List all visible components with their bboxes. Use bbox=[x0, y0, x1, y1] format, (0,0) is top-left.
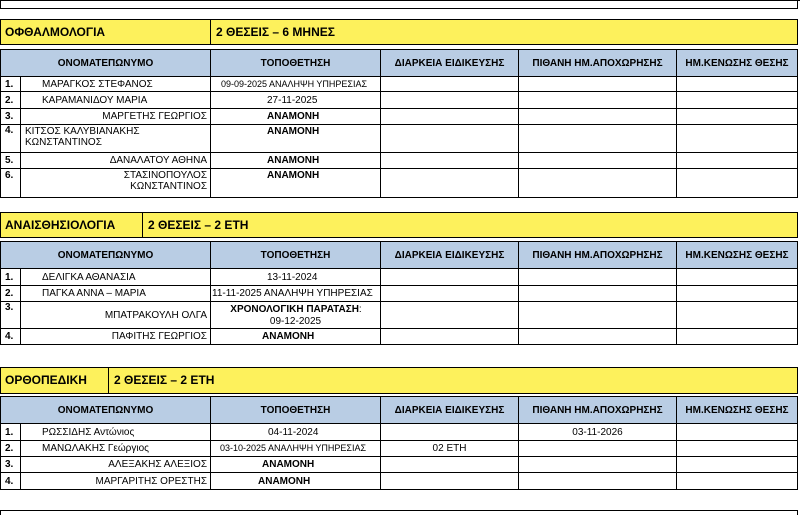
row-name: ΡΩΣΣΙΔΗΣ Αντώνιος bbox=[42, 426, 135, 438]
row-placement: 27-11-2025 bbox=[267, 94, 318, 106]
header-placement: ΤΟΠΟΘΕΤΗΣΗ bbox=[260, 249, 331, 261]
row-placement: 03-10-2025 ΑΝΑΛΗΨΗ ΥΠΗΡΕΣΙΑΣ bbox=[220, 443, 367, 453]
header-departure: ΠΙΘΑΝΗ ΗΜ.ΑΠΟΧΩΡΗΣΗΣ bbox=[532, 57, 663, 69]
header-vacancy: ΗΜ.ΚΕΝΩΣΗΣ ΘΕΣΗΣ bbox=[685, 249, 789, 261]
section-title-orthopedics: ΟΡΘΟΠΕΔΙΚΗ bbox=[5, 373, 87, 387]
row-placement-rest: : bbox=[358, 303, 362, 315]
row-name: ΠΑΓΚΑ ΑΝΝΑ – ΜΑΡΙΑ bbox=[42, 288, 146, 299]
row-name: ΔΕΛΙΓΚΑ ΑΘΑΝΑΣΙΑ bbox=[42, 271, 136, 283]
header-placement: ΤΟΠΟΘΕΤΗΣΗ bbox=[260, 57, 331, 69]
row-name: ΜΑΡΓΑΡΙΤΗΣ ΟΡΕΣΤΗΣ bbox=[95, 475, 207, 487]
row-placement: 09-09-2025 ΑΝΑΛΗΨΗ ΥΠΗΡΕΣΙΑΣ bbox=[221, 78, 368, 89]
row-number: 2. bbox=[5, 94, 14, 106]
row-placement: ΑΝΑΜΟΝΗ bbox=[262, 459, 315, 470]
row-number: 1. bbox=[5, 426, 14, 438]
header-placement: ΤΟΠΟΘΕΤΗΣΗ bbox=[260, 404, 331, 416]
row-number: 2. bbox=[5, 288, 14, 299]
row-number: 5. bbox=[5, 155, 14, 166]
header-departure: ΠΙΘΑΝΗ ΗΜ.ΑΠΟΧΩΡΗΣΗΣ bbox=[532, 404, 663, 416]
header-name: ΟΝΟΜΑΤΕΠΩΝΥΜΟ bbox=[57, 404, 154, 416]
row-name: ΔΑΝΑΛΑΤΟΥ ΑΘΗΝΑ bbox=[109, 155, 207, 166]
row-placement-bold: ΧΡΟΝΟΛΟΓΙΚΗ ΠΑΡΑΤΑΣΗ bbox=[230, 303, 359, 315]
row-number: 3. bbox=[5, 111, 14, 122]
header-vacancy: ΗΜ.ΚΕΝΩΣΗΣ ΘΕΣΗΣ bbox=[685, 404, 789, 416]
section-info-anesthesiology: 2 ΘΕΣΕΙΣ – 2 ΕΤΗ bbox=[148, 217, 249, 232]
row-duration: 02 ΕΤΗ bbox=[432, 443, 467, 454]
row-placement: ΑΝΑΜΟΝΗ bbox=[267, 125, 320, 137]
row-placement: 11-11-2025 ΑΝΑΛΗΨΗ ΥΠΗΡΕΣΙΑΣ bbox=[212, 288, 373, 299]
row-name: ΜΠΑΤΡΑΚΟΥΛΗ ΟΛΓΑ bbox=[104, 309, 207, 321]
header-name: ΟΝΟΜΑΤΕΠΩΝΥΜΟ bbox=[57, 57, 154, 69]
row-placement: ΑΝΑΜΟΝΗ bbox=[262, 331, 315, 342]
header-vacancy: ΗΜ.ΚΕΝΩΣΗΣ ΘΕΣΗΣ bbox=[685, 57, 789, 69]
header-duration: ΔΙΑΡΚΕΙΑ ΕΙΔΙΚΕΥΣΗΣ bbox=[394, 404, 505, 416]
row-number: 4. bbox=[5, 331, 14, 342]
row-number: 6. bbox=[5, 170, 14, 181]
section-info-ophthalmology: 2 ΘΕΣΕΙΣ – 6 ΜΗΝΕΣ bbox=[216, 24, 335, 39]
section-info-orthopedics: 2 ΘΕΣΕΙΣ – 2 ΕΤΗ bbox=[114, 373, 215, 387]
row-name: ΠΑΦΙΤΗΣ ΓΕΩΡΓΙΟΣ bbox=[111, 331, 207, 342]
row-placement: ΑΝΑΜΟΝΗ bbox=[267, 111, 320, 122]
row-placement: ΑΝΑΜΟΝΗ bbox=[267, 155, 320, 166]
row-placement-line2: 09-12-2025 bbox=[269, 315, 322, 327]
row-number: 1. bbox=[5, 78, 14, 90]
row-number: 3. bbox=[5, 302, 14, 313]
section-title-anesthesiology: ΑΝΑΙΣΘΗΣΙΟΛΟΓΙΑ bbox=[5, 217, 116, 232]
row-number: 1. bbox=[5, 271, 14, 283]
row-departure: 03-11-2026 bbox=[572, 426, 623, 438]
row-number: 3. bbox=[5, 459, 14, 470]
header-duration: ΔΙΑΡΚΕΙΑ ΕΙΔΙΚΕΥΣΗΣ bbox=[394, 249, 505, 261]
row-name: ΜΑΡΑΓΚΟΣ ΣΤΕΦΑΝΟΣ bbox=[42, 78, 153, 90]
row-placement-line1 bbox=[212, 303, 380, 315]
header-departure: ΠΙΘΑΝΗ ΗΜ.ΑΠΟΧΩΡΗΣΗΣ bbox=[532, 249, 663, 261]
row-number: 4. bbox=[5, 475, 14, 487]
row-name: ΑΛΕΞΑΚΗΣ ΑΛΕΞΙΟΣ bbox=[108, 459, 207, 470]
row-name: ΜΑΡΓΕΤΗΣ ΓΕΩΡΓΙΟΣ bbox=[102, 111, 207, 122]
row-name: ΚΙΤΣΟΣ ΚΑΛΥΒΙΑΝΑΚΗΣ ΚΩΝΣΤΑΝΤΙΝΟΣ bbox=[25, 126, 140, 148]
row-placement: 04-11-2024 bbox=[268, 426, 319, 438]
row-placement: ΑΝΑΜΟΝΗ bbox=[267, 170, 320, 181]
row-placement: ΑΝΑΜΟΝΗ bbox=[258, 475, 311, 487]
row-name: ΣΤΑΣΙΝΟΠΟΥΛΟΣ ΚΩΝΣΤΑΝΤΙΝΟΣ bbox=[123, 170, 207, 192]
header-name: ΟΝΟΜΑΤΕΠΩΝΥΜΟ bbox=[57, 249, 154, 261]
row-name: ΜΑΝΩΛΑΚΗΣ Γεώργιος bbox=[42, 443, 149, 454]
section-title-ophthalmology: ΟΦΘΑΛΜΟΛΟΓΙΑ bbox=[5, 24, 106, 39]
header-duration: ΔΙΑΡΚΕΙΑ ΕΙΔΙΚΕΥΣΗΣ bbox=[394, 57, 505, 69]
row-name: ΚΑΡΑΜΑΝΙΔΟΥ ΜΑΡΙΑ bbox=[42, 94, 148, 106]
row-number: 2. bbox=[5, 443, 14, 454]
row-placement: 13-11-2024 bbox=[267, 271, 318, 283]
row-number: 4. bbox=[5, 125, 14, 136]
